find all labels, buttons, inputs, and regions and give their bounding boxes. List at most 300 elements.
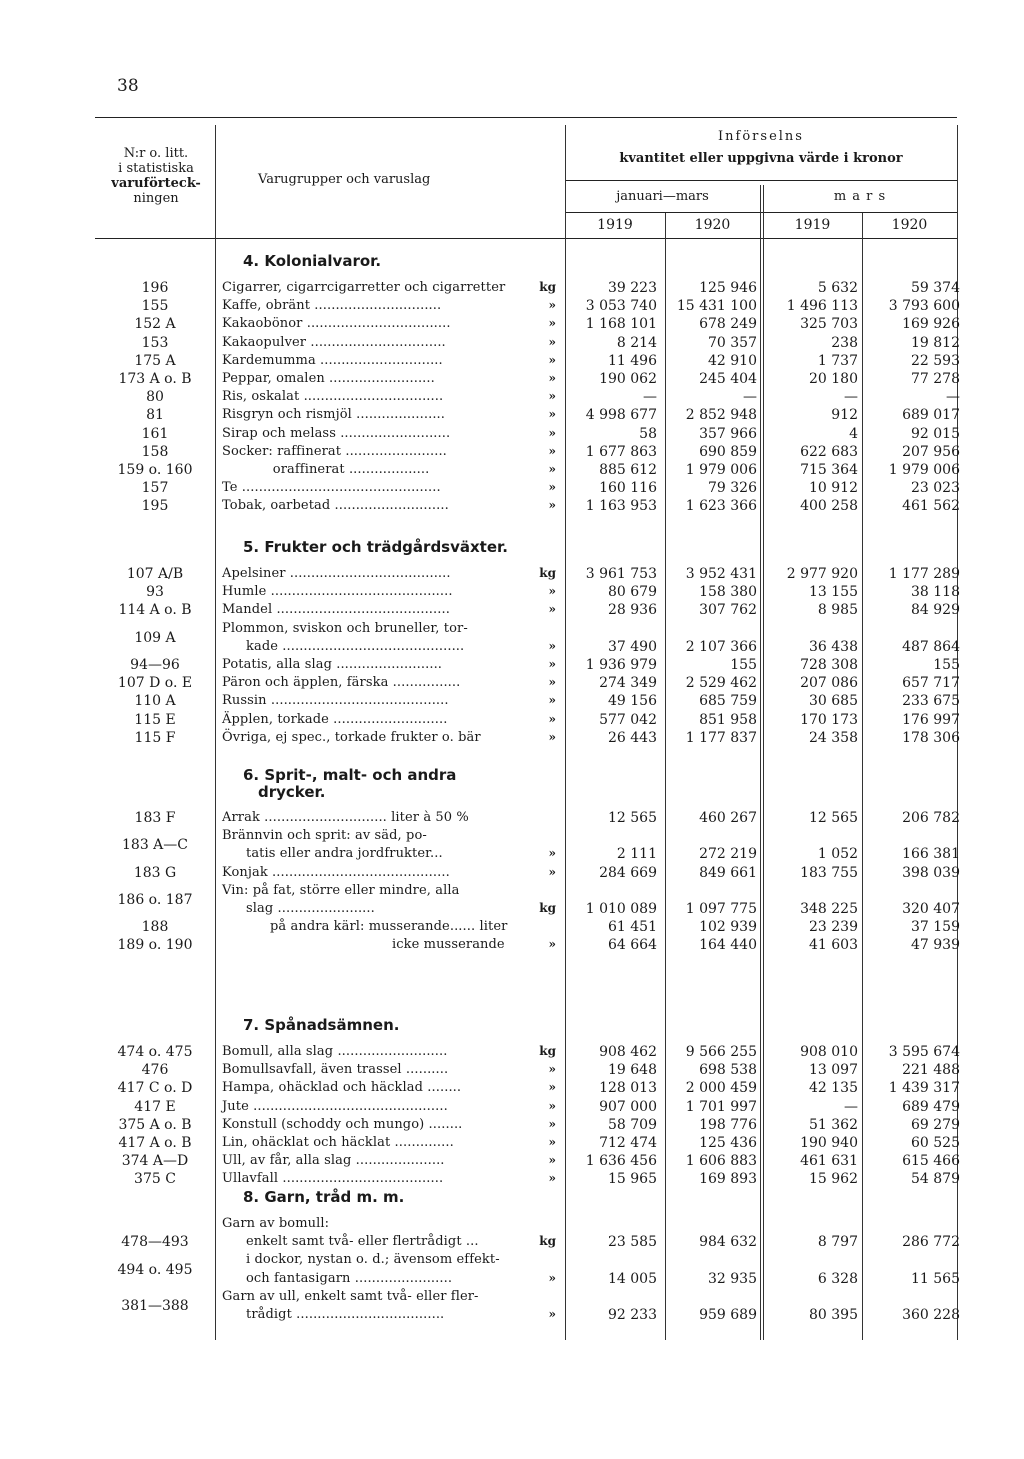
- header-period-1: januari—mars: [616, 189, 709, 204]
- row-description: Ris, oskalat .................................: [222, 389, 444, 405]
- row-description: Mandel .........................................: [222, 602, 450, 618]
- row-description: Garn av bomull:: [222, 1216, 330, 1231]
- row-number: 157: [141, 480, 169, 497]
- row-unit: »: [548, 334, 556, 349]
- table-cell-value: 58 709: [608, 1116, 657, 1133]
- row-description: Konstull (schoddy och mungo) ........: [222, 1116, 463, 1132]
- table-cell-value: 1 623 366: [685, 498, 757, 515]
- row-unit: »: [548, 638, 556, 653]
- table-cell-value: 1 677 863: [585, 443, 657, 460]
- table-cell-value: 128 013: [599, 1080, 657, 1097]
- row-unit: kg: [539, 280, 556, 294]
- row-number: 81: [146, 407, 164, 424]
- table-cell-value: 183 755: [800, 864, 858, 881]
- header-imports: Införselns: [718, 129, 804, 144]
- row-number: 175 A: [134, 352, 176, 369]
- table-cell-value: 190 940: [800, 1135, 858, 1151]
- table-cell-value: 245 404: [699, 371, 757, 387]
- row-unit: »: [548, 298, 556, 313]
- col-divider-1: [215, 125, 216, 1340]
- table-cell-value: 9 566 255: [685, 1044, 757, 1060]
- row-unit: »: [548, 846, 556, 861]
- row-number: 109 A: [134, 629, 176, 646]
- row-number: 183 F: [134, 810, 176, 826]
- table-cell-value: 912: [831, 407, 858, 424]
- table-cell-value: 1 737: [817, 352, 858, 369]
- table-cell-value: 60 525: [911, 1135, 960, 1151]
- table-cell-value: 357 966: [699, 425, 757, 442]
- table-cell-value: 715 364: [800, 462, 858, 478]
- table-cell-value: 908 010: [800, 1044, 858, 1060]
- row-number: 478—493: [121, 1234, 189, 1251]
- table-cell-value: 689 017: [902, 407, 960, 424]
- header-bottom-rule: [95, 238, 957, 239]
- table-cell-value: 728 308: [800, 657, 858, 673]
- row-description: Potatis, alla slag .........................: [222, 657, 443, 672]
- table-cell-value: 3 053 740: [585, 298, 657, 315]
- row-unit: »: [548, 480, 556, 495]
- row-description-cont: tatis eller andra jordfrukter...: [246, 846, 443, 862]
- table-cell-value: 907 000: [599, 1098, 657, 1115]
- header-nr: [100, 146, 212, 206]
- table-cell-value: 1 168 101: [585, 316, 657, 333]
- row-unit: »: [548, 1080, 556, 1095]
- row-description: Peppar, omalen .........................: [222, 371, 435, 386]
- row-number: 114 A o. B: [118, 602, 192, 619]
- table-cell-value: 2 529 462: [685, 675, 757, 692]
- table-cell-value: 461 631: [800, 1153, 858, 1170]
- row-description: Jute ..............................................: [222, 1098, 448, 1114]
- row-unit: »: [548, 1062, 556, 1077]
- row-number: 189 o. 190: [117, 937, 193, 954]
- row-number: 153: [141, 334, 169, 351]
- table-cell-value: 23 585: [608, 1234, 657, 1251]
- table-cell-value: 1 936 979: [585, 657, 657, 673]
- header-nr-line: i statistiska: [118, 161, 194, 176]
- row-number: 159 o. 160: [117, 462, 193, 478]
- table-cell-value: 20 180: [809, 371, 858, 387]
- row-unit: »: [548, 729, 556, 744]
- row-description-cont: slag .......................: [246, 901, 375, 916]
- row-description: Sirap och melass ..........................: [222, 425, 451, 441]
- table-cell-value: 690 859: [699, 443, 757, 460]
- header-period-2: m a r s: [833, 189, 887, 204]
- row-description: Ullavfall ......................................: [222, 1171, 444, 1187]
- row-description-cont: kade ...........................................: [246, 638, 465, 654]
- row-description: Garn av ull, enkelt samt två- eller fler-: [222, 1288, 479, 1304]
- table-cell-value: 908 462: [599, 1044, 657, 1060]
- row-description: Övriga, ej spec., torkade frukter o. bär: [222, 729, 481, 745]
- table-cell-value: 1 163 953: [585, 498, 657, 515]
- table-cell-value: 11 565: [911, 1270, 960, 1287]
- table-cell-value: 36 438: [809, 638, 858, 655]
- table-cell-value: 12 565: [608, 810, 657, 826]
- row-description: Ull, av får, alla slag .....................: [222, 1153, 445, 1169]
- header-mid-rule: [565, 180, 957, 181]
- section-title: 8. Garn, tråd m. m.: [243, 1188, 405, 1206]
- table-cell-value: 39 223: [608, 280, 657, 296]
- table-cell-value: 1 496 113: [786, 298, 858, 315]
- row-description: oraffinerat ...................: [222, 462, 430, 477]
- row-number: 161: [141, 425, 169, 442]
- header-year: 1920: [891, 217, 928, 233]
- table-cell-value: 58: [639, 425, 657, 442]
- table-cell-value: 3 952 431: [685, 566, 757, 582]
- table-cell-value: 13 097: [809, 1062, 858, 1079]
- table-cell-value: 64 664: [608, 937, 657, 954]
- row-description: Konjak ..........................................: [222, 864, 450, 880]
- table-cell-value: 1 636 456: [585, 1153, 657, 1170]
- row-number: 110 A: [134, 693, 176, 710]
- row-unit: »: [548, 352, 556, 367]
- table-cell-value: 712 474: [599, 1135, 657, 1151]
- table-cell-value: 13 155: [809, 584, 858, 601]
- row-unit: »: [548, 937, 556, 952]
- table-cell-value: —: [743, 389, 757, 406]
- table-cell-value: 30 685: [809, 693, 858, 710]
- row-unit: »: [548, 498, 556, 513]
- table-cell-value: —: [946, 389, 960, 406]
- table-cell-value: 155: [730, 657, 757, 673]
- table-cell-value: 23 023: [911, 480, 960, 497]
- table-cell-value: 170 173: [800, 711, 858, 728]
- table-cell-value: 26 443: [608, 729, 657, 746]
- table-cell-value: 233 675: [902, 693, 960, 710]
- row-number: 80: [146, 389, 164, 406]
- row-number: 417 A o. B: [118, 1135, 192, 1151]
- row-unit: »: [548, 693, 556, 708]
- table-cell-value: 102 939: [699, 919, 757, 936]
- header-year: 1920: [694, 217, 731, 233]
- table-cell-value: 169 926: [902, 316, 960, 333]
- table-cell-value: 80 679: [608, 584, 657, 601]
- table-cell-value: 42 135: [809, 1080, 858, 1097]
- table-cell-value: 12 565: [809, 810, 858, 826]
- table-cell-value: 286 772: [902, 1234, 960, 1251]
- table-cell-value: 15 965: [608, 1171, 657, 1188]
- row-unit: »: [548, 1270, 556, 1285]
- table-cell-value: 698 538: [699, 1062, 757, 1079]
- table-cell-value: 15 431 100: [676, 298, 757, 315]
- table-cell-value: 3 793 600: [888, 298, 960, 315]
- table-cell-value: 37 490: [608, 638, 657, 655]
- table-cell-value: 1 177 289: [888, 566, 960, 582]
- row-description: Socker: raffinerat ........................: [222, 443, 447, 459]
- row-description: i dockor, nystan o. d.; ävensom effekt-: [246, 1252, 500, 1268]
- row-unit: »: [548, 443, 556, 458]
- table-cell-value: 689 479: [902, 1098, 960, 1115]
- table-cell-value: 92 233: [608, 1307, 657, 1323]
- row-number: 417 E: [134, 1098, 176, 1115]
- row-description: Päron och äpplen, färska ................: [222, 675, 461, 691]
- section-title: drycker.: [258, 783, 326, 801]
- row-unit: »: [548, 1307, 556, 1321]
- table-cell-value: 22 593: [911, 352, 960, 369]
- row-unit: »: [548, 1098, 556, 1113]
- header-nr-line: N:r o. litt.: [123, 146, 189, 161]
- header-goods: Varugrupper och varuslag: [258, 172, 431, 187]
- row-unit: »: [548, 371, 556, 385]
- row-unit: kg: [539, 566, 556, 580]
- row-number: 93: [146, 584, 164, 601]
- table-cell-value: 1 052: [817, 846, 858, 863]
- table-cell-value: 164 440: [699, 937, 757, 954]
- row-description: Bomullsavfall, även trassel ..........: [222, 1062, 449, 1078]
- header-nr-line: ningen: [133, 191, 179, 206]
- table-cell-value: 221 488: [902, 1062, 960, 1079]
- table-cell-value: 59 374: [911, 280, 960, 296]
- row-number: 188: [141, 919, 169, 936]
- table-cell-value: 190 062: [599, 371, 657, 387]
- row-number: 155: [141, 298, 169, 315]
- table-cell-value: 400 258: [800, 498, 858, 515]
- table-cell-value: 24 358: [809, 729, 858, 746]
- row-unit: »: [548, 602, 556, 617]
- table-cell-value: —: [643, 389, 657, 406]
- table-cell-value: 92 015: [911, 425, 960, 442]
- row-description: Apelsiner ......................................: [222, 566, 451, 581]
- row-unit: »: [548, 1153, 556, 1168]
- row-number: 375 C: [134, 1171, 176, 1188]
- table-cell-value: 849 661: [699, 864, 757, 881]
- table-cell-value: 49 156: [608, 693, 657, 710]
- row-description: Kardemumma .............................: [222, 352, 443, 368]
- header-year-rule: [565, 212, 957, 213]
- table-cell-value: 15 962: [809, 1171, 858, 1188]
- row-number: 158: [141, 443, 169, 460]
- row-description: Te ...............................................: [222, 480, 441, 496]
- page-number: 38: [117, 76, 139, 96]
- row-description: Vin: på fat, större eller mindre, alla: [222, 882, 460, 898]
- table-cell-value: 178 306: [902, 729, 960, 746]
- table-cell-value: 47 939: [911, 937, 960, 954]
- row-description: Äpplen, torkade ...........................: [222, 711, 448, 727]
- header-year: 1919: [597, 217, 633, 233]
- table-cell-value: 8 985: [817, 602, 858, 619]
- row-description: Humle ...........................................: [222, 584, 453, 600]
- row-unit: kg: [539, 1234, 556, 1249]
- row-description: Lin, ohäcklat och häcklat ..............: [222, 1135, 454, 1150]
- row-number: 474 o. 475: [117, 1044, 193, 1060]
- table-cell-value: 2 977 920: [786, 566, 858, 582]
- row-number: 115 E: [134, 711, 176, 728]
- row-number: 186 o. 187: [117, 891, 193, 908]
- table-cell-value: 198 776: [699, 1116, 757, 1133]
- section-title: 6. Sprit-, malt- och andra: [243, 766, 457, 784]
- table-cell-value: 11 496: [608, 352, 657, 369]
- table-cell-value: 1 010 089: [585, 901, 657, 917]
- table-cell-value: 8 214: [616, 334, 657, 351]
- table-cell-value: 1 177 837: [685, 729, 757, 746]
- row-unit: kg: [539, 901, 556, 915]
- table-cell-value: 8 797: [817, 1234, 858, 1251]
- row-unit: »: [548, 407, 556, 422]
- table-cell-value: 622 683: [800, 443, 858, 460]
- row-description: Kakaopulver ................................: [222, 334, 446, 350]
- row-number: 183 G: [133, 864, 177, 881]
- table-cell-value: 3 961 753: [585, 566, 657, 582]
- table-cell-value: 307 762: [699, 602, 757, 619]
- row-number: 494 o. 495: [117, 1261, 193, 1278]
- table-cell-value: 678 249: [699, 316, 757, 333]
- table-cell-value: 23 239: [809, 919, 858, 936]
- row-unit: »: [548, 1135, 556, 1149]
- table-cell-value: 69 279: [911, 1116, 960, 1133]
- row-number: 152 A: [134, 316, 176, 333]
- table-cell-value: 28 936: [608, 602, 657, 619]
- table-cell-value: 4 998 677: [585, 407, 657, 424]
- table-cell-value: 77 278: [911, 371, 960, 387]
- table-cell-value: 2 111: [616, 846, 657, 863]
- row-number: 417 C o. D: [117, 1080, 193, 1097]
- header-quantity-value: kvantitet eller uppgivna värde i kronor: [619, 151, 903, 166]
- table-cell-value: 959 689: [699, 1307, 757, 1323]
- row-description: Tobak, oarbetad ...........................: [222, 498, 449, 514]
- table-cell-value: 41 603: [809, 937, 858, 954]
- table-cell-value: —: [844, 1098, 858, 1115]
- table-cell-value: 1 439 317: [888, 1080, 960, 1097]
- table-cell-value: 2 000 459: [685, 1080, 757, 1097]
- row-unit: »: [548, 864, 556, 879]
- table-cell-value: 272 219: [699, 846, 757, 863]
- row-description: på andra kärl: musserande...... liter: [270, 919, 508, 935]
- table-cell-value: 19 648: [608, 1062, 657, 1079]
- section-title: 5. Frukter och trädgårdsväxter.: [243, 538, 508, 556]
- table-cell-value: 166 381: [902, 846, 960, 863]
- row-number: 107 D o. E: [117, 675, 193, 692]
- header-nr-line: varuförteck-: [111, 176, 201, 191]
- row-number: 375 A o. B: [118, 1116, 192, 1133]
- table-cell-value: 1 979 006: [685, 462, 757, 478]
- row-unit: »: [548, 462, 556, 476]
- table-cell-value: 42 910: [708, 352, 757, 369]
- table-cell-value: 10 912: [809, 480, 858, 497]
- row-number: 173 A o. B: [118, 371, 192, 387]
- row-description: Russin ..........................................: [222, 693, 449, 709]
- table-cell-value: 238: [831, 334, 858, 351]
- row-description: Risgryn och rismjöl .....................: [222, 407, 446, 423]
- row-unit: »: [548, 584, 556, 599]
- table-cell-value: 169 893: [699, 1171, 757, 1188]
- row-number: 195: [141, 498, 169, 515]
- row-description: Bomull, alla slag ..........................: [222, 1044, 448, 1059]
- table-cell-value: 2 852 948: [685, 407, 757, 424]
- table-cell-value: 3 595 674: [888, 1044, 960, 1060]
- table-cell-value: 657 717: [902, 675, 960, 692]
- table-cell-value: 54 879: [911, 1171, 960, 1188]
- table-cell-value: 32 935: [708, 1270, 757, 1287]
- row-number: 115 F: [134, 729, 176, 746]
- table-cell-value: 79 326: [708, 480, 757, 497]
- table-cell-value: 51 362: [809, 1116, 858, 1133]
- table-cell-value: 461 562: [902, 498, 960, 515]
- table-cell-value: 207 086: [800, 675, 858, 692]
- table-cell-value: 1 097 775: [685, 901, 757, 917]
- table-cell-value: 325 703: [800, 316, 858, 333]
- table-cell-value: 284 669: [599, 864, 657, 881]
- table-cell-value: 158 380: [699, 584, 757, 601]
- row-number: 196: [141, 280, 169, 296]
- row-description: Plommon, sviskon och bruneller, tor-: [222, 620, 468, 636]
- row-unit: »: [548, 675, 556, 690]
- table-cell-value: 984 632: [699, 1234, 757, 1251]
- table-cell-value: 685 759: [699, 693, 757, 710]
- table-cell-value: 19 812: [911, 334, 960, 351]
- table-cell-value: 6 328: [817, 1270, 858, 1287]
- table-cell-value: 61 451: [608, 919, 657, 936]
- table-cell-value: 160 116: [599, 480, 657, 497]
- row-unit: »: [548, 1171, 556, 1186]
- row-unit: »: [548, 389, 556, 404]
- row-description-cont: trådigt ...................................: [246, 1307, 445, 1322]
- row-description: enkelt samt två- eller flertrådigt ...: [246, 1234, 479, 1250]
- table-cell-value: 125 946: [699, 280, 757, 296]
- table-cell-value: 274 349: [599, 675, 657, 692]
- table-cell-value: 206 782: [902, 810, 960, 826]
- table-cell-value: 38 118: [911, 584, 960, 601]
- table-cell-value: 487 864: [902, 638, 960, 655]
- table-cell-value: 37 159: [911, 919, 960, 936]
- table-cell-value: 615 466: [902, 1153, 960, 1170]
- row-description: Kakaobönor ..................................: [222, 316, 451, 332]
- row-description: Hampa, ohäcklad och häcklad ........: [222, 1080, 462, 1096]
- row-description: Brännvin och sprit: av säd, po-: [222, 828, 427, 844]
- table-cell-value: 320 407: [902, 901, 960, 917]
- row-number: 107 A/B: [126, 566, 184, 582]
- row-description: Kaffe, obränt ..............................: [222, 298, 442, 314]
- table-cell-value: 460 267: [699, 810, 757, 826]
- table-cell-value: 398 039: [902, 864, 960, 881]
- table-cell-value: 125 436: [699, 1135, 757, 1151]
- table-cell-value: 1 606 883: [685, 1153, 757, 1170]
- row-number: 183 A—C: [122, 837, 188, 854]
- table-cell-value: 1 701 997: [685, 1098, 757, 1115]
- table-cell-value: 84 929: [911, 602, 960, 619]
- row-unit: »: [548, 711, 556, 726]
- row-number: 381—388: [121, 1297, 189, 1314]
- row-unit: »: [548, 316, 556, 331]
- row-description: Cigarrer, cigarrcigarretter och cigarretter: [222, 280, 506, 295]
- row-unit: »: [548, 1116, 556, 1131]
- table-cell-value: 14 005: [608, 1270, 657, 1287]
- table-cell-value: 155: [933, 657, 960, 673]
- table-cell-value: 348 225: [800, 901, 858, 917]
- table-cell-value: 2 107 366: [685, 638, 757, 655]
- table-cell-value: 5 632: [817, 280, 858, 296]
- row-number: 476: [141, 1062, 169, 1079]
- row-number: 94—96: [130, 657, 180, 673]
- row-number: 374 A—D: [121, 1153, 189, 1170]
- row-description-cont: och fantasigarn .......................: [246, 1270, 453, 1286]
- row-description: icke musserande: [392, 937, 505, 953]
- table-top-rule: [95, 117, 957, 118]
- row-description: Arrak ............................. liter à 50 %: [222, 810, 469, 825]
- table-cell-value: 577 042: [599, 711, 657, 728]
- row-unit: kg: [539, 1044, 556, 1058]
- row-unit: »: [548, 657, 556, 671]
- table-cell-value: 360 228: [902, 1307, 960, 1323]
- table-cell-value: 176 997: [902, 711, 960, 728]
- row-unit: »: [548, 425, 556, 440]
- table-cell-value: 70 357: [708, 334, 757, 351]
- table-cell-value: 4: [849, 425, 858, 442]
- table-cell-value: 207 956: [902, 443, 960, 460]
- section-title: 4. Kolonialvaror.: [243, 252, 382, 270]
- table-cell-value: 1 979 006: [888, 462, 960, 478]
- section-title: 7. Spånadsämnen.: [243, 1016, 400, 1034]
- table-cell-value: 80 395: [809, 1307, 858, 1323]
- table-cell-value: 851 958: [699, 711, 757, 728]
